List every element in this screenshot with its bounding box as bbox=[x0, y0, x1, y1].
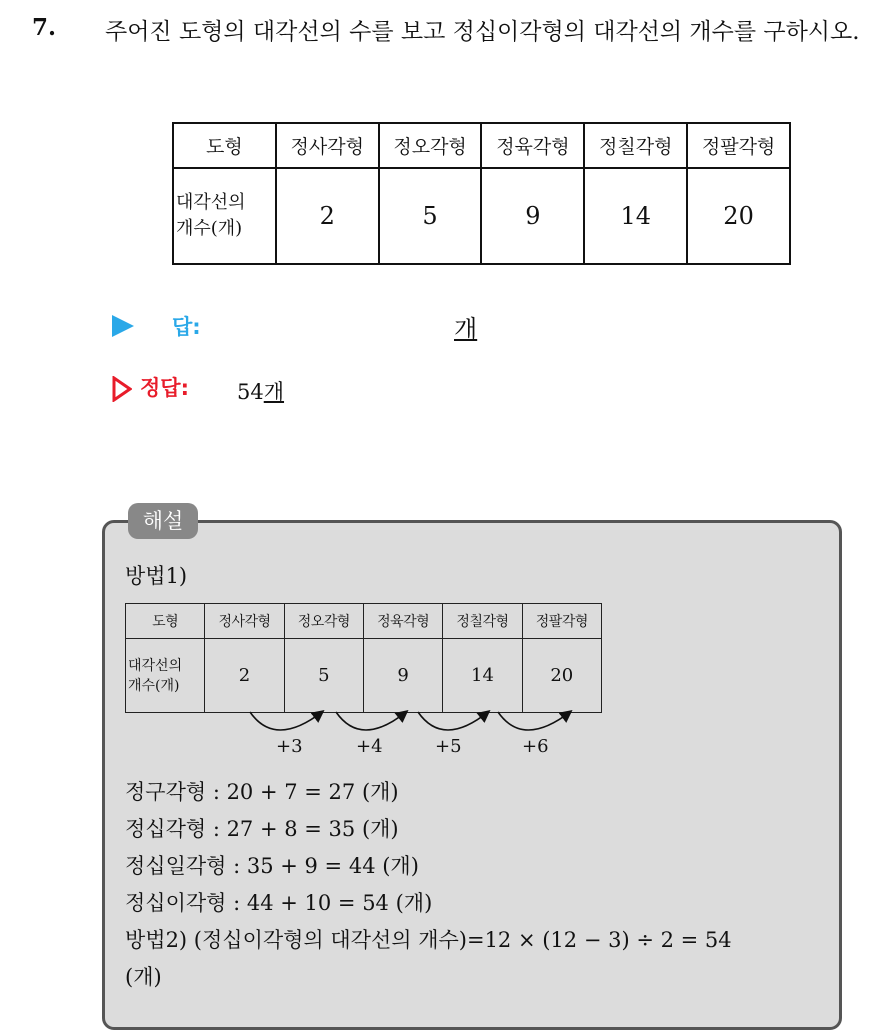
solution-line: 정십각형 : 27 + 8 = 35 (개) bbox=[125, 817, 399, 841]
table-value-cell: 5 bbox=[284, 639, 363, 713]
table-header-cell: 정육각형 bbox=[363, 604, 442, 639]
explanation-tab: 해설 bbox=[128, 503, 198, 539]
table-value-cell: 2 bbox=[276, 168, 379, 264]
arc-arrow bbox=[250, 712, 322, 730]
arc-arrow bbox=[418, 712, 488, 730]
row-label-line2: 개수(개) bbox=[128, 677, 180, 694]
method1-label: 방법1) bbox=[125, 564, 188, 588]
table-value-cell: 9 bbox=[481, 168, 584, 264]
play-arrow-icon bbox=[112, 315, 134, 337]
table-value-cell: 9 bbox=[363, 639, 442, 713]
row-label-line1: 대각선의 bbox=[128, 657, 183, 674]
table-value-cell: 14 bbox=[584, 168, 687, 264]
answer-unit: 개 bbox=[454, 315, 478, 343]
solution-line: (개) bbox=[125, 965, 162, 989]
table-header-cell: 정팔각형 bbox=[687, 123, 790, 168]
table-header-cell: 정칠각형 bbox=[584, 123, 687, 168]
correct-value-wrap bbox=[237, 376, 284, 406]
table-value-cell: 20 bbox=[687, 168, 790, 264]
diagonal-table bbox=[172, 122, 791, 265]
difference-label: +3 bbox=[276, 736, 303, 757]
correct-value: 54 bbox=[237, 380, 264, 404]
table-header-cell: 정칠각형 bbox=[443, 604, 522, 639]
question-number: 7. bbox=[32, 14, 57, 41]
table-header-cell: 정오각형 bbox=[284, 604, 363, 639]
table-header-cell: 정팔각형 bbox=[522, 604, 601, 639]
table-value-cell: 5 bbox=[379, 168, 482, 264]
arc-arrow bbox=[498, 712, 570, 730]
table-header-cell: 정사각형 bbox=[205, 604, 284, 639]
table-value-cell: 2 bbox=[205, 639, 284, 713]
row-label-line2: 개수(개) bbox=[176, 218, 243, 239]
solution-line: 방법2) (정십이각형의 대각선의 개수)=12 × (12 − 3) ÷ 2 = 54 bbox=[125, 928, 732, 952]
table-value-cell: 14 bbox=[443, 639, 522, 713]
row-label-line1: 대각선의 bbox=[176, 192, 246, 213]
solution-line: 정십일각형 : 35 + 9 = 44 (개) bbox=[125, 854, 419, 878]
question-text: 주어진 도형의 대각선의 수를 보고 정십이각형의 대각선의 개수를 구하시오. bbox=[105, 19, 860, 45]
table-header-cell: 도형 bbox=[126, 604, 205, 639]
table-row-label bbox=[173, 168, 276, 264]
outline-arrow-icon bbox=[112, 376, 132, 402]
table-value-cell: 20 bbox=[522, 639, 601, 713]
table-header-cell: 정사각형 bbox=[276, 123, 379, 168]
table-row-label bbox=[126, 639, 205, 713]
correct-unit: 개 bbox=[263, 380, 285, 404]
table-header-cell: 정오각형 bbox=[379, 123, 482, 168]
table-header-cell: 도형 bbox=[173, 123, 276, 168]
explanation-table bbox=[125, 603, 602, 713]
difference-label: +5 bbox=[435, 736, 462, 757]
difference-label: +4 bbox=[356, 736, 383, 757]
arc-arrow bbox=[336, 712, 406, 730]
solution-line: 정구각형 : 20 + 7 = 27 (개) bbox=[125, 780, 399, 804]
table-header-cell: 정육각형 bbox=[481, 123, 584, 168]
difference-arrows bbox=[230, 706, 590, 740]
correct-label: 정답: bbox=[140, 376, 189, 400]
difference-label: +6 bbox=[522, 736, 549, 757]
solution-line: 정십이각형 : 44 + 10 = 54 (개) bbox=[125, 891, 433, 915]
answer-label: 답: bbox=[172, 315, 201, 339]
